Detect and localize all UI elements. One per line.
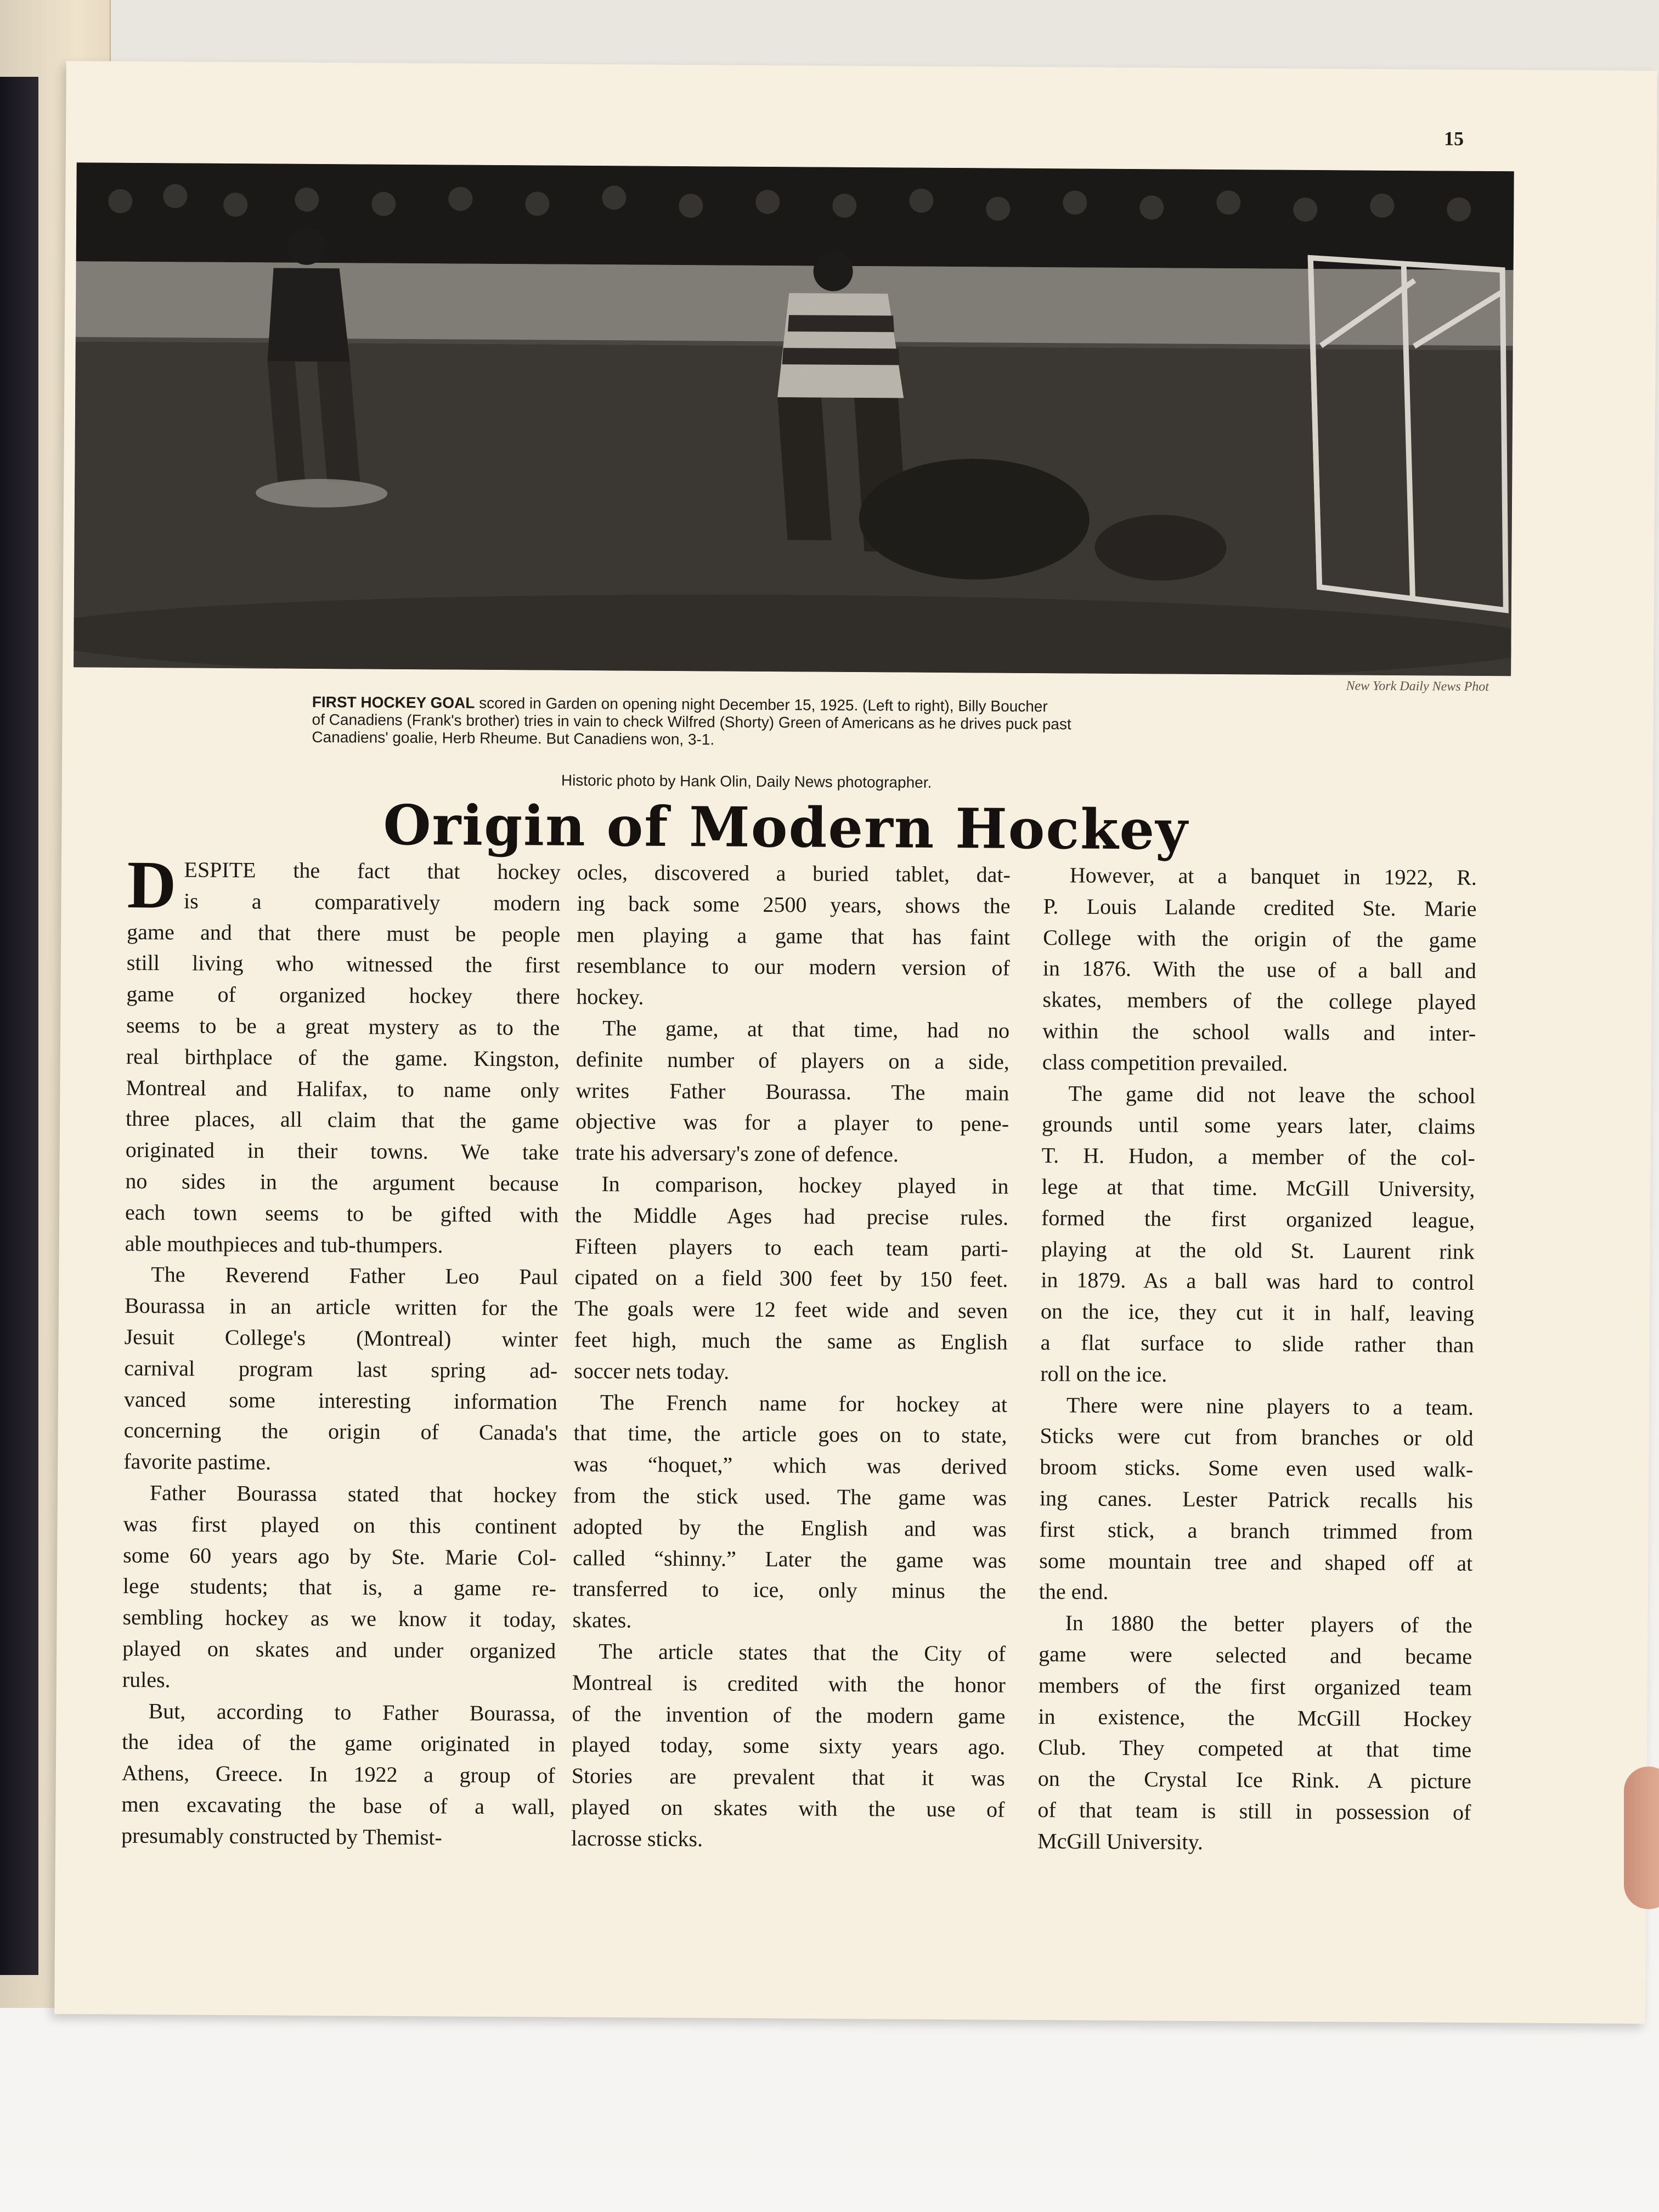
text-line: presumably constructed by Themist- [121, 1822, 442, 1850]
text-line: transferred to ice, only minus the [572, 1576, 1007, 1604]
text-line: Sticks were cut from branches or old [1040, 1423, 1474, 1451]
text-line: Stories are prevalent that it was [571, 1763, 1005, 1791]
text-line: ing canes. Lester Patrick recalls his [1039, 1485, 1474, 1513]
text-line: the Middle Ages had precise rules. [574, 1202, 1009, 1230]
text-line: There were nine players to a team. [1066, 1392, 1474, 1420]
text-line: But, according to Father Bourassa, [148, 1698, 556, 1726]
text-line: lacrosse sticks. [571, 1825, 703, 1852]
text-line: Club. They competed at that time [1038, 1735, 1472, 1763]
text-line: in 1879. As a ball was hard to control [1041, 1267, 1475, 1295]
text-line: sembling hockey as we know it today, [122, 1604, 556, 1632]
page-number: 15 [1443, 127, 1464, 150]
text-line: playing at the old St. Laurent rink [1041, 1236, 1475, 1264]
text-line: no sides in the argument because [125, 1168, 559, 1196]
article-column-2 [571, 857, 1011, 1857]
caption-line-3: Canadiens' goalie, Herb Rheume. But Canadiens won, 3-1. [312, 728, 715, 748]
text-line: each town seems to be gifted with [125, 1199, 559, 1227]
magazine-page [54, 61, 1657, 2024]
text-line: P. Louis Lalande credited Ste. Marie [1043, 893, 1477, 921]
column-3-lines [1037, 860, 1477, 1859]
text-line: real birthplace of the game. Kingston, [126, 1043, 560, 1071]
text-line: game of organized hockey there [126, 981, 560, 1009]
text-line: concerning the origin of Canada's [123, 1418, 557, 1446]
text-line: rules. [122, 1667, 171, 1692]
text-line: ing back some 2500 years, shows the [577, 890, 1011, 918]
text-line: feet high, much the same as English [574, 1327, 1008, 1355]
text-line: The article states that the City of [599, 1639, 1006, 1666]
hockey-photo-illustration [74, 162, 1514, 676]
text-line: men excavating the base of a wall, [121, 1791, 555, 1819]
text-line: broom sticks. Some even used walk- [1040, 1454, 1474, 1482]
text-line: was “hoquet,” which was derived [573, 1452, 1007, 1479]
text-line: Montreal and Halifax, to name only [126, 1075, 560, 1103]
photo-credit: New York Daily News Phot [1346, 679, 1489, 695]
text-line: grounds until some years later, claims [1041, 1111, 1476, 1139]
text-line: trate his adversary's zone of defence. [575, 1140, 899, 1167]
text-line: seems to be a great mystery as to the [126, 1012, 560, 1040]
text-line: some mountain tree and shaped off at [1039, 1548, 1473, 1576]
text-line: game and that there must be people [127, 919, 561, 947]
text-line: soccer nets today. [574, 1358, 730, 1384]
text-line: called “shinny.” Later the game was [573, 1545, 1007, 1573]
text-line: carnival program last spring ad- [124, 1355, 558, 1383]
text-line: three places, all claim that the game [125, 1106, 560, 1134]
text-line: the end. [1039, 1579, 1109, 1605]
text-line: on the ice, they cut it in half, leaving [1040, 1299, 1475, 1327]
text-line: of that team is still in possession of [1037, 1797, 1471, 1825]
text-line: definite number of players on a side, [575, 1046, 1009, 1074]
text-line: Athens, Greece. In 1922 a group of [121, 1760, 555, 1788]
hockey-photo [74, 162, 1514, 676]
text-line: game were selected and became [1039, 1641, 1472, 1669]
drop-cap: D [127, 847, 177, 923]
text-line: McGill University. [1037, 1828, 1204, 1854]
text-line: Fifteen players to each team parti- [574, 1233, 1008, 1261]
text-line: played today, some sixty years ago. [572, 1732, 1006, 1759]
text-line: adopted by the English and was [573, 1514, 1007, 1542]
text-line: resemblance to our modern version of [576, 953, 1010, 981]
text-line: able mouthpieces and tub-thumpers. [125, 1231, 443, 1257]
text-line: vanced some interesting information [123, 1386, 558, 1414]
article-column-3 [1037, 860, 1477, 1859]
text-line: Bourassa in an article written for the [124, 1293, 558, 1321]
text-line: The game, at that time, had no [602, 1015, 1010, 1043]
text-line: Montreal is credited with the honor [572, 1669, 1006, 1697]
thumb [1624, 1767, 1659, 1909]
text-line: In 1880 the better players of the [1065, 1610, 1472, 1638]
text-line: ocles, discovered a buried tablet, dat- [577, 859, 1011, 887]
text-line: originated in their towns. We take [125, 1137, 559, 1165]
caption-lead: FIRST HOCKEY GOAL [312, 693, 475, 712]
text-line: that time, the article goes on to state, [573, 1420, 1007, 1448]
text-line: formed the first organized league, [1041, 1205, 1475, 1233]
text-line: was first played on this continent [123, 1511, 557, 1539]
text-line: from the stick used. The game was [573, 1482, 1007, 1510]
text-line: played on skates with the use of [571, 1794, 1005, 1822]
text-line: In comparison, hockey played in [601, 1171, 1009, 1199]
text-line: class competition prevailed. [1042, 1049, 1288, 1076]
text-line: played on skates and under organized [122, 1635, 556, 1663]
text-line: a flat surface to slide rather than [1040, 1330, 1474, 1357]
text-line: lege at that time. McGill University, [1041, 1174, 1475, 1201]
text-line: objective was for a player to pene- [575, 1109, 1009, 1137]
text-line: favorite pastime. [123, 1449, 272, 1475]
column-2-lines [571, 857, 1011, 1857]
text-line: College with the origin of the game [1043, 924, 1477, 952]
text-line: on the Crystal Ice Rink. A picture [1037, 1766, 1471, 1793]
text-line: first stick, a branch trimmed from [1039, 1516, 1473, 1544]
text-line: T. H. Hudon, a member of the col- [1041, 1143, 1475, 1171]
text-line: of the invention of the modern game [572, 1701, 1006, 1729]
text-line: The game did not leave the school [1068, 1080, 1476, 1108]
text-line: members of the first organized team [1038, 1672, 1472, 1700]
text-line: ESPITE the fact that hockey [184, 857, 561, 884]
text-line: hockey. [576, 984, 644, 1009]
text-line: Jesuit College's (Montreal) winter [124, 1324, 558, 1352]
caption-line-1-text: scored in Garden on opening night December 15, 1925. (Left to right), Billy Boucher [475, 694, 1048, 715]
caption-credit: Historic photo by Hank Olin, Daily News photographer. [561, 771, 932, 791]
text-line: skates. [572, 1607, 632, 1633]
text-line: in existence, the McGill Hockey [1038, 1703, 1472, 1731]
text-line: The French name for hockey at [600, 1389, 1008, 1417]
text-line: roll on the ice. [1040, 1361, 1167, 1387]
column-1-lines [121, 916, 560, 1854]
text-line: some 60 years ago by Ste. Marie Col- [123, 1542, 557, 1570]
text-line: cipated on a field 300 feet by 150 feet. [574, 1265, 1008, 1293]
dark-cover-edge [0, 77, 38, 1975]
text-line: the idea of the game originated in [122, 1729, 556, 1757]
text-line: within the school walls and inter- [1042, 1018, 1476, 1046]
photo-caption [312, 693, 1360, 753]
text-line: lege students; that is, a game re- [122, 1573, 557, 1601]
article-title: Origin of Modern Hockey [383, 792, 1189, 862]
text-line: men playing a game that has faint [577, 922, 1011, 950]
text-line: Father Bourassa stated that hockey [149, 1480, 557, 1508]
text-line: in 1876. With the use of a ball and [1042, 956, 1476, 984]
text-line: The Reverend Father Leo Paul [151, 1262, 558, 1290]
caption-line-2: of Canadiens (Frank's brother) tries in vain to check Wilfred (Shorty) Green of Americans as he drives puck past [312, 710, 1071, 733]
text-line: skates, members of the college played [1042, 987, 1476, 1015]
text-line: The goals were 12 feet wide and seven [574, 1296, 1008, 1323]
text-line: writes Father Bourassa. The main [575, 1077, 1009, 1105]
text-line: still living who witnessed the first [126, 950, 560, 978]
text-line: is a comparatively modern [183, 888, 561, 916]
article-column-1 [121, 847, 561, 1854]
text-line: However, at a banquet in 1922, R. [1069, 862, 1477, 890]
